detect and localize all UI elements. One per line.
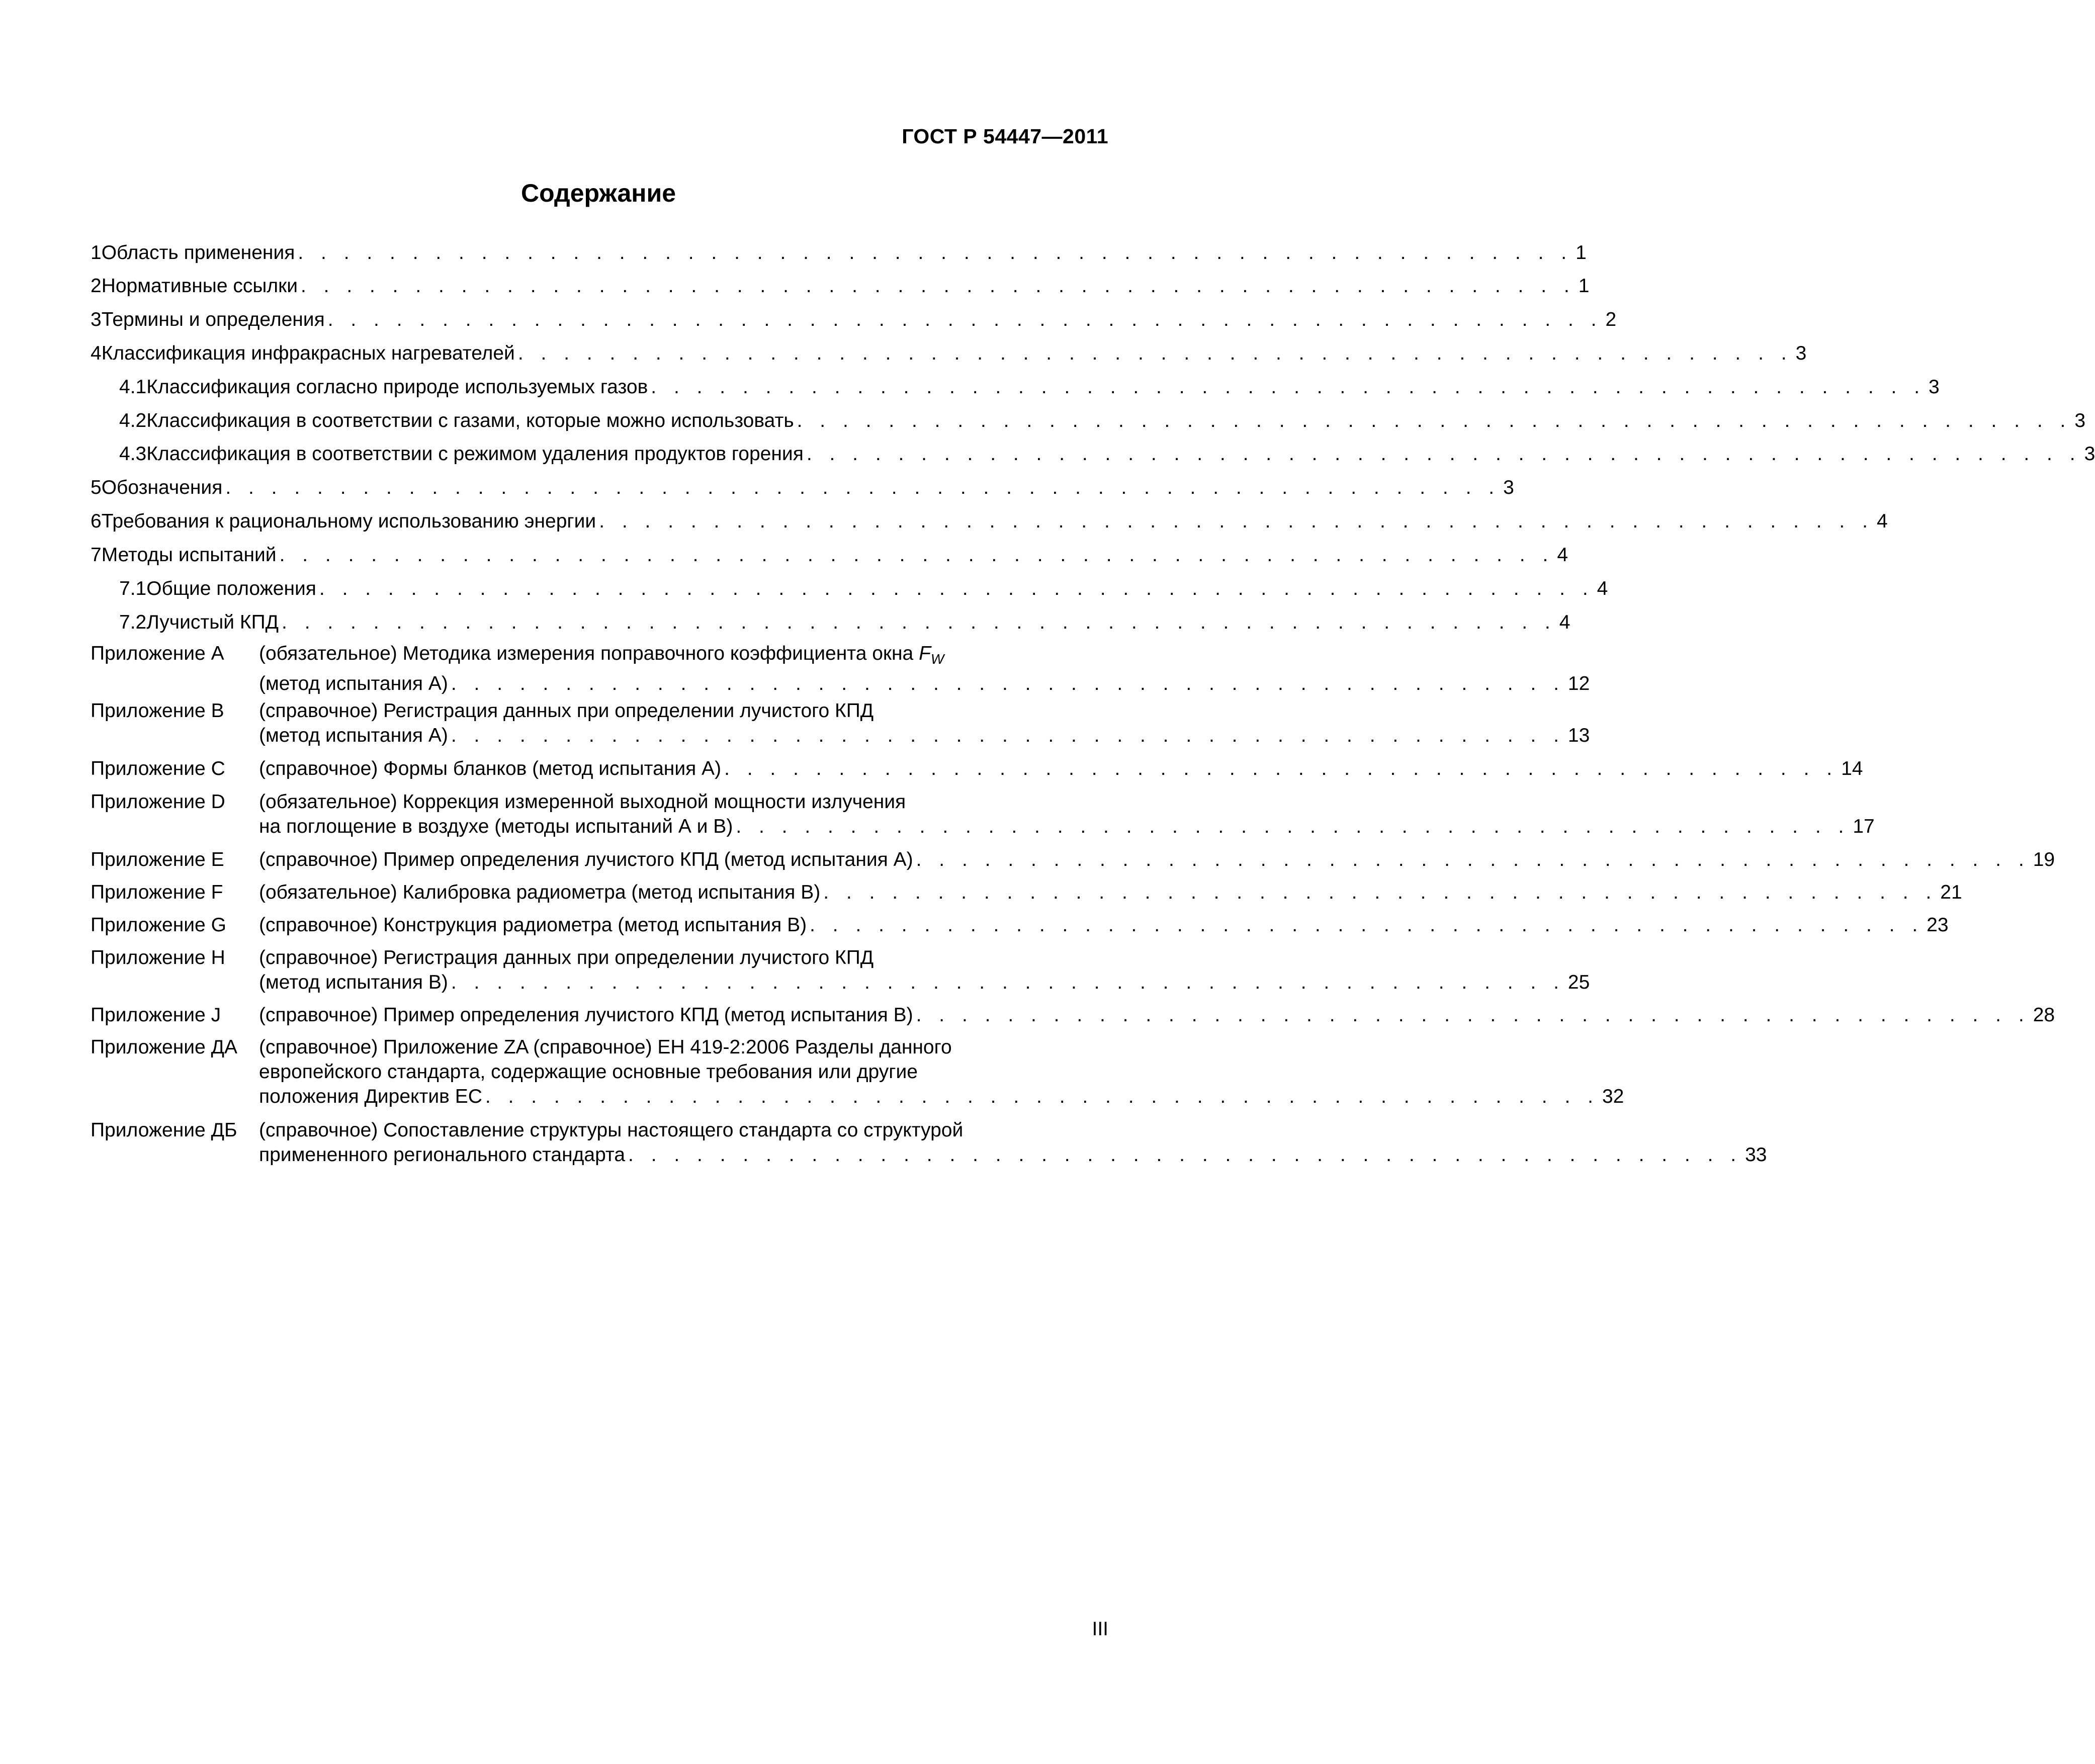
leader-dots: . . . . . . . . . . . . . . . . . . . . . . . . . . . . . . . . . . . . . . . . . . . . . . . . . <box>823 881 1938 903</box>
leader-dots: . . . . . . . . . . . . . . . . . . . . . . . . . . . . . . . . . . . . . . . . . . . . . . . . . <box>724 758 1839 779</box>
leader-dots: . . . . . . . . . . . . . . . . . . . . . . . . . . . . . . . . . . . . . . . . . . . . . . . . . . . . . . . . <box>319 578 1594 599</box>
leader-dots: . . . . . . . . . . . . . . . . . . . . . . . . . . . . . . . . . . . . . . . . . . . . . . . . . . . . . . . . <box>279 544 1554 566</box>
page-number: 3 <box>2084 443 2095 465</box>
toc-item[interactable]: 4.3 Классификация в соответствии с режимом удаления продуктов горения . . . . . . . . . . . . . . . . . . . . . . . . . . . . . . . . . . . . . . . . . . . . . . . . . . . . . . . . 3 <box>91 442 1109 466</box>
page-number: 4 <box>1559 611 1570 633</box>
page-number: 4 <box>1876 510 1888 532</box>
page-number: 1 <box>1578 275 1590 297</box>
page-number: 3 <box>1503 477 1514 498</box>
toc-annex-item[interactable]: Приложение J (справочное) Пример определения лучистого КПД (метод испытания В) . . . . . . . . . . . . . . . . . . . . . . . . . . . . . . . . . . . . . . . . . . . . . . . . . 28 <box>91 1003 1109 1027</box>
page-number: 3 <box>2074 410 2086 431</box>
annex-label: Приложение F <box>91 881 223 903</box>
annex-label: Приложение В <box>91 700 224 722</box>
page-number: 1 <box>1576 242 1587 263</box>
page-number: 13 <box>1567 725 1590 746</box>
toc-item-title: Классификация в соответствии с газами, которые можно использовать <box>146 410 794 431</box>
page-number: 3 <box>1795 342 1807 364</box>
toc-annex-item[interactable]: Приложение F (обязательное) Калибровка радиометра (метод испытания В) . . . . . . . . . . . . . . . . . . . . . . . . . . . . . . . . . . . . . . . . . . . . . . . . . 21 <box>91 880 1109 905</box>
leader-dots: . . . . . . . . . . . . . . . . . . . . . . . . . . . . . . . . . . . . . . . . . . . . . . . . . <box>628 1144 1742 1166</box>
annex-label: Приложение J <box>91 1004 221 1026</box>
toc-item[interactable]: 7.2 Лучистый КПД . . . . . . . . . . . . . . . . . . . . . . . . . . . . . . . . . . . . . . . . . . . . . . . . . . . . . . . . 4 <box>91 610 1109 635</box>
toc-annex-item[interactable]: Приложение Н (справочное) Регистрация данных при определении лучистого КПД (метод испытания В) . . . . . . . . . . . . . . . . . . . . . . . . . . . . . . . . . . . . . . . . . . . . . . . . . 25 <box>91 945 1109 995</box>
window-factor-symbol: $F_W$ <box>919 643 944 667</box>
leader-dots: . . . . . . . . . . . . . . . . . . . . . . . . . . . . . . . . . . . . . . . . . . . . . . . . . . . . . . . . <box>806 443 2081 465</box>
page-folio: III <box>1092 1618 1108 1640</box>
toc-item[interactable]: 6 Требования к рациональному использованию энергии . . . . . . . . . . . . . . . . . . . . . . . . . . . . . . . . . . . . . . . . . . . . . . . . . . . . . . . . 4 <box>91 509 1109 534</box>
page-number: 3 <box>1929 376 1940 398</box>
annex-label: Приложение С <box>91 758 225 779</box>
toc-item[interactable]: 4 Классификация инфракрасных нагревателей . . . . . . . . . . . . . . . . . . . . . . . . . . . . . . . . . . . . . . . . . . . . . . . . . . . . . . . . 3 <box>91 341 1109 366</box>
toc-item[interactable]: 2 Нормативные ссылки . . . . . . . . . . . . . . . . . . . . . . . . . . . . . . . . . . . . . . . . . . . . . . . . . . . . . . . . 1 <box>91 274 1109 298</box>
toc-annex-item[interactable]: Приложение В (справочное) Регистрация данных при определении лучистого КПД (метод испытания А) . . . . . . . . . . . . . . . . . . . . . . . . . . . . . . . . . . . . . . . . . . . . . . . . . 13 <box>91 698 1109 748</box>
annex-label: Приложение Н <box>91 947 225 968</box>
toc-item[interactable]: 7 Методы испытаний . . . . . . . . . . . . . . . . . . . . . . . . . . . . . . . . . . . . . . . . . . . . . . . . . . . . . . . . 4 <box>91 543 1109 567</box>
toc-item-title: Требования к рациональному использованию энергии <box>101 510 596 532</box>
page-number: 32 <box>1602 1086 1624 1107</box>
toc-item-title: Область применения <box>101 242 295 263</box>
page-number: 2 <box>1605 309 1617 330</box>
page-number: 33 <box>1745 1144 1767 1166</box>
leader-dots: . . . . . . . . . . . . . . . . . . . . . . . . . . . . . . . . . . . . . . . . . . . . . . . . . <box>736 816 1850 837</box>
toc-item[interactable]: 7.1 Общие положения . . . . . . . . . . . . . . . . . . . . . . . . . . . . . . . . . . . . . . . . . . . . . . . . . . . . . . . . 4 <box>91 576 1109 601</box>
toc-item[interactable]: 1 Область применения . . . . . . . . . . . . . . . . . . . . . . . . . . . . . . . . . . . . . . . . . . . . . . . . . . . . . . . . 1 <box>91 240 1109 265</box>
toc-item[interactable]: 3 Термины и определения . . . . . . . . . . . . . . . . . . . . . . . . . . . . . . . . . . . . . . . . . . . . . . . . . . . . . . . . 2 <box>91 307 1109 332</box>
toc-item-title: Классификация инфракрасных нагревателей <box>101 342 515 364</box>
toc-item-title: Обозначения <box>101 477 223 498</box>
page-number: 4 <box>1597 578 1608 599</box>
toc-item-title: Методы испытаний <box>101 544 277 566</box>
toc-annex-item[interactable]: Приложение G (справочное) Конструкция радиометра (метод испытания В) . . . . . . . . . . . . . . . . . . . . . . . . . . . . . . . . . . . . . . . . . . . . . . . . . 23 <box>91 913 1109 937</box>
annex-label: Приложение D <box>91 791 225 813</box>
annex-label: Приложение G <box>91 914 226 936</box>
document-code: ГОСТ Р 54447—2011 <box>902 125 1108 148</box>
leader-dots: . . . . . . . . . . . . . . . . . . . . . . . . . . . . . . . . . . . . . . . . . . . . . . . . . <box>451 725 1565 746</box>
toc-annex-item[interactable]: Приложение А (обязательное) Методика измерения поправочного коэффициента окна $F_W$ (метод испытания А) . . . . . . . . . . . . . . . . . . . . . . . . . . . . . . . . . . . . . . . . . . . . . . . . . 12 <box>91 641 1109 696</box>
leader-dots: . . . . . . . . . . . . . . . . . . . . . . . . . . . . . . . . . . . . . . . . . . . . . . . . . . . . . . . . <box>797 410 2072 431</box>
leader-dots: . . . . . . . . . . . . . . . . . . . . . . . . . . . . . . . . . . . . . . . . . . . . . . . . . . . . . . . . <box>225 477 1501 498</box>
toc-item-title: Лучистый КПД <box>146 611 279 633</box>
toc-annex-item[interactable]: Приложение ДБ (справочное) Сопоставление структуры настоящего стандарта со структурой примененного регионального стандарта . . . . . . . . . . . . . . . . . . . . . . . . . . . . . . . . . . . . . . . . . . . . . . . . . 33 <box>91 1118 1109 1167</box>
toc-item-title: Общие положения <box>146 578 316 599</box>
toc-annex-item[interactable]: Приложение ДА (справочное) Приложение ZA (справочное) ЕН 419-2:2006 Разделы данного европейского стандарта, содержащие основные требования или другие положения Директив ЕС . . . . . . . . . . . . . . . . . . . . . . . . . . . . . . . . . . . . . . . . . . . . . . . . . 32 <box>91 1035 1109 1109</box>
page-number: 23 <box>1927 914 1949 936</box>
toc-item-title: Классификация в соответствии с режимом удаления продуктов горения <box>146 443 804 465</box>
leader-dots: . . . . . . . . . . . . . . . . . . . . . . . . . . . . . . . . . . . . . . . . . . . . . . . . . . . . . . . . <box>298 242 1573 263</box>
toc-item-title: Классификация согласно природе используемых газов <box>146 376 648 398</box>
leader-dots: . . . . . . . . . . . . . . . . . . . . . . . . . . . . . . . . . . . . . . . . . . . . . . . . . . . . . . . . <box>282 611 1556 633</box>
leader-dots: . . . . . . . . . . . . . . . . . . . . . . . . . . . . . . . . . . . . . . . . . . . . . . . . . . . . . . . . <box>651 376 1926 398</box>
page-number: 14 <box>1841 758 1863 779</box>
annex-label: Приложение Е <box>91 849 224 870</box>
page-number: 4 <box>1557 544 1568 566</box>
leader-dots: . . . . . . . . . . . . . . . . . . . . . . . . . . . . . . . . . . . . . . . . . . . . . . . . . . . . . . . . <box>327 309 1603 330</box>
leader-dots: . . . . . . . . . . . . . . . . . . . . . . . . . . . . . . . . . . . . . . . . . . . . . . . . . . . . . . . . <box>599 510 1874 532</box>
page-number: 17 <box>1853 816 1875 837</box>
page-number: 19 <box>2033 849 2055 870</box>
toc-annex-item[interactable]: Приложение D (обязательное) Коррекция измеренной выходной мощности излучения на поглощение в воздухе (методы испытаний А и В) . . . . . . . . . . . . . . . . . . . . . . . . . . . . . . . . . . . . . . . . . . . . . . . . . 17 <box>91 789 1109 839</box>
leader-dots: . . . . . . . . . . . . . . . . . . . . . . . . . . . . . . . . . . . . . . . . . . . . . . . . . . . . . . . . <box>517 342 1793 364</box>
leader-dots: . . . . . . . . . . . . . . . . . . . . . . . . . . . . . . . . . . . . . . . . . . . . . . . . . . . . . . . . <box>301 275 1576 297</box>
leader-dots: . . . . . . . . . . . . . . . . . . . . . . . . . . . . . . . . . . . . . . . . . . . . . . . . . <box>916 1004 2030 1026</box>
toc-item-title: Термины и определения <box>101 309 325 330</box>
toc-item[interactable]: 4.2 Классификация в соответствии с газами, которые можно использовать . . . . . . . . . . . . . . . . . . . . . . . . . . . . . . . . . . . . . . . . . . . . . . . . . . . . . . . . 3 <box>91 408 1109 433</box>
page-number: 21 <box>1940 881 1962 903</box>
leader-dots: . . . . . . . . . . . . . . . . . . . . . . . . . . . . . . . . . . . . . . . . . . . . . . . . . <box>810 914 1924 936</box>
leader-dots: . . . . . . . . . . . . . . . . . . . . . . . . . . . . . . . . . . . . . . . . . . . . . . . . . <box>451 673 1565 694</box>
leader-dots: . . . . . . . . . . . . . . . . . . . . . . . . . . . . . . . . . . . . . . . . . . . . . . . . . <box>485 1086 1599 1107</box>
toc-item-title: Нормативные ссылки <box>101 275 298 297</box>
toc-annex-item[interactable]: Приложение С (справочное) Формы бланков (метод испытания А) . . . . . . . . . . . . . . . . . . . . . . . . . . . . . . . . . . . . . . . . . . . . . . . . . 14 <box>91 756 1109 781</box>
toc-annex-item[interactable]: Приложение Е (справочное) Пример определения лучистого КПД (метод испытания А) . . . . . . . . . . . . . . . . . . . . . . . . . . . . . . . . . . . . . . . . . . . . . . . . . 19 <box>91 847 1109 872</box>
leader-dots: . . . . . . . . . . . . . . . . . . . . . . . . . . . . . . . . . . . . . . . . . . . . . . . . . <box>451 972 1565 993</box>
toc-item[interactable]: 5 Обозначения . . . . . . . . . . . . . . . . . . . . . . . . . . . . . . . . . . . . . . . . . . . . . . . . . . . . . . . . 3 <box>91 475 1109 500</box>
toc-item[interactable]: 4.1 Классификация согласно природе используемых газов . . . . . . . . . . . . . . . . . . . . . . . . . . . . . . . . . . . . . . . . . . . . . . . . . . . . . . . . 3 <box>91 375 1109 399</box>
annex-label: Приложение ДБ <box>91 1119 237 1141</box>
annex-label: Приложение ДА <box>91 1036 238 1058</box>
annex-label: Приложение А <box>91 643 224 664</box>
page-number: 12 <box>1567 673 1590 694</box>
page-number: 25 <box>1567 972 1590 993</box>
page-title: Содержание <box>520 179 676 207</box>
page-number: 28 <box>2033 1004 2055 1026</box>
leader-dots: . . . . . . . . . . . . . . . . . . . . . . . . . . . . . . . . . . . . . . . . . . . . . . . . . <box>916 849 2030 870</box>
